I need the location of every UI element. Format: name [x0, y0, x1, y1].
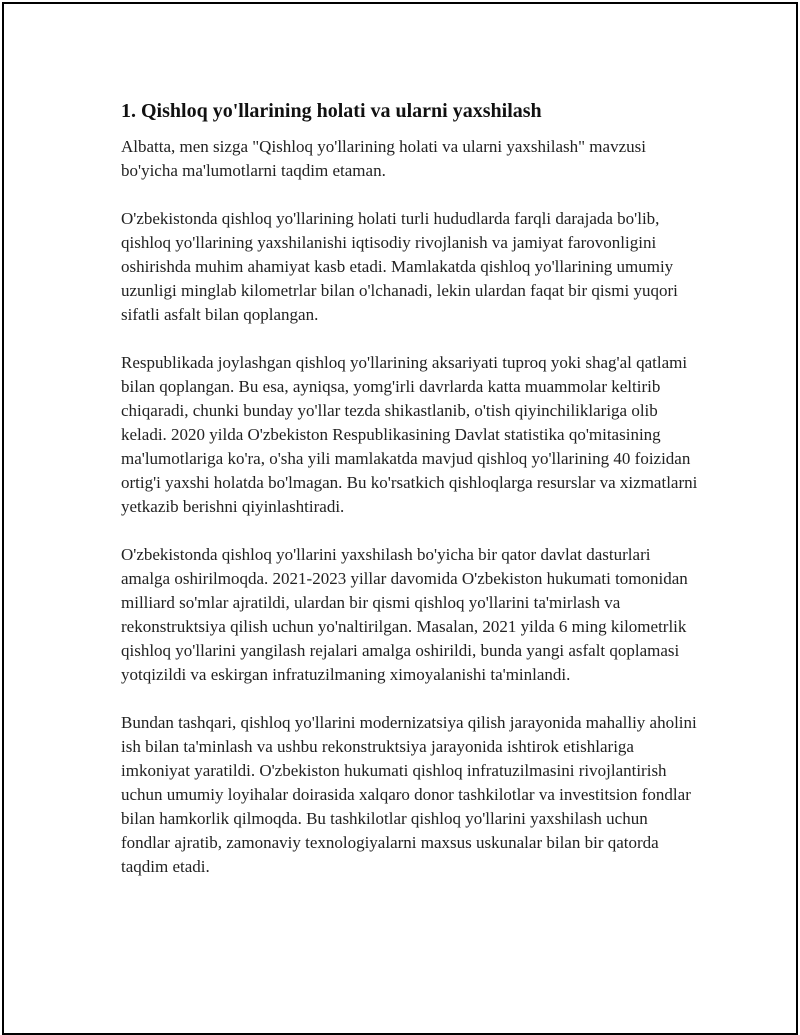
paragraph-current-state: O'zbekistonda qishloq yo'llarining holati turli hududlarda farqli darajada bo'lib, qishloq yo'llarining yaxshilanishi iqtisodiy rivojlanish va jamiyat farovonligini oshirishda muhim ahamiyat kasb etadi. Mamlakatda qishloq yo'llarining umumiy uzunligi minglab kilometrlar bilan o'lchanadi, lekin ulardan faqat bir qismi yuqori sifatli asfalt bilan qoplangan. [121, 209, 678, 324]
page-frame [2, 2, 798, 1035]
section-heading: 1. Qishloq yo'llarining holati va ularni yaxshilash [121, 100, 542, 122]
document-body [121, 99, 701, 903]
paragraph-modernization: Bundan tashqari, qishloq yo'llarini modernizatsiya qilish jarayonida mahalliy aholini ish bilan ta'minlash va ushbu rekonstruktsiya jarayonida ishtirok etishlariga imkoniyat yaratildi. O'zbekiston hukumati qishloq infratuzilmasini rivojlantirish uchun umumiy loyihalar doirasida xalqaro donor tashkilotlar va investitsion fondlar bilan hamkorlik qilmoqda. Bu tashkilotlar qishloq yo'llarini yaxshilash uchun fondlar ajratib, zamonaviy texnologiyalarni maxsus uskunalar bilan bir qatorda taqdim etadi. [121, 713, 697, 876]
paragraph-road-surface: Respublikada joylashgan qishloq yo'llarining aksariyati tuproq yoki shag'al qatlami bilan qoplangan. Bu esa, ayniqsa, yomg'irli davrlarda katta muammolar keltirib chiqaradi, chunki bunday yo'llar tezda shikastlanib, o'tish qiyinchiliklariga olib keladi. 2020 yilda O'zbekiston Respublikasining Davlat statistika qo'mitasining ma'lumotlariga ko'ra, o'sha yili mamlakatda mavjud qishloq yo'llarining 40 foizidan ortig'i yaxshi holatda bo'lmagan. Bu ko'rsatkich qishloqlarga resurslar va xizmatlarni yetkazib berishni qiyinlashtiradi. [121, 353, 698, 516]
paragraph-state-programs: O'zbekistonda qishloq yo'llarini yaxshilash bo'yicha bir qator davlat dasturlari amalga oshirilmoqda. 2021-2023 yillar davomida O'zbekiston hukumati tomonidan milliard so'mlar ajratildi, ulardan bir qismi qishloq yo'llarini ta'mirlash va rekonstruktsiya qilish uchun yo'naltirilgan. Masalan, 2021 yilda 6 ming kilometrlik qishloq yo'llarini yangilash rejalari amalga oshirildi, bunda yangi asfalt qoplamasi yotqizildi va eskirgan infratuzilmaning ximoyalanishi ta'minlandi. [121, 545, 688, 684]
paragraph-intro: Albatta, men sizga "Qishloq yo'llarining holati va ularni yaxshilash" mavzusi bo'yicha ma'lumotlarni taqdim etaman. [121, 137, 646, 180]
